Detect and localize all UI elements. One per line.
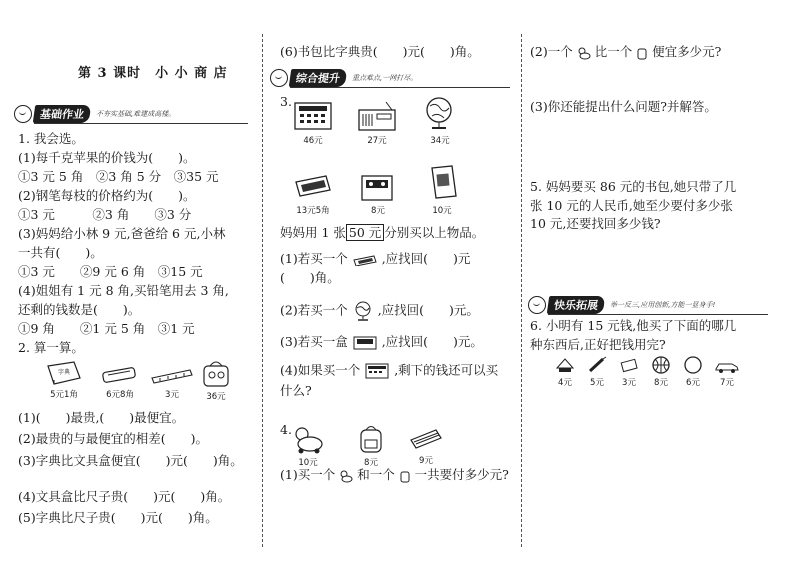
text-line: 10 元,还要找回多少钱?: [530, 216, 661, 231]
price-label: 3元: [622, 378, 636, 388]
question-text: (1)若买一个: [280, 251, 348, 266]
text-line: (1)( )最贵,( )最便宜。: [18, 410, 185, 425]
item-dictionary: [44, 360, 84, 400]
price-label: 8元: [371, 206, 385, 216]
question-line: [530, 44, 721, 60]
price-label: 8元: [654, 378, 668, 388]
banner-basic: [14, 104, 248, 124]
column-right: [524, 0, 794, 569]
text-line: (3)妈妈给小林 9 元,爸爸给 6 元,小林: [18, 226, 226, 241]
question-line: [280, 467, 509, 483]
item-tape-box: [358, 170, 398, 216]
book-icon: [424, 164, 460, 202]
banner-rule: [34, 123, 248, 124]
item-pencil-box: [100, 364, 140, 400]
mascot-icon: [14, 105, 32, 123]
sharpener-icon: [554, 356, 576, 374]
question-number: 3.: [280, 94, 292, 109]
mom-text-pre: 妈妈用 1 张: [280, 225, 346, 240]
backpack-icon: [636, 46, 648, 60]
banner-tag: 综合提升: [289, 69, 348, 87]
question-text: 一共要付多少元?: [414, 467, 509, 482]
question-text: (2)若买一个: [280, 302, 348, 318]
text-line: (2)最贵的与最便宜的相差( )。: [18, 431, 208, 446]
banknote-amount: 50 元: [346, 224, 384, 241]
item-backpack: [356, 422, 386, 468]
svg-text:字典: 字典: [58, 369, 71, 376]
text-line: 一共有( )。: [18, 245, 103, 260]
price-label: 36元: [206, 392, 226, 402]
question-text: 比一个: [594, 44, 633, 59]
question-line: [280, 300, 479, 322]
item-book: [424, 164, 460, 216]
pencil-icon: [586, 356, 608, 374]
question-text: ,应找回( )元。: [381, 334, 483, 349]
pencil-box-icon: [100, 364, 140, 386]
toy-duck-icon: [339, 469, 353, 483]
page-title: 第 3 课时 小 小 商 店: [78, 66, 228, 81]
banner-rule: [290, 87, 510, 88]
eraser-icon: [618, 356, 640, 374]
text-line: 5. 妈妈要买 86 元的书包,她只带了几: [530, 179, 737, 194]
price-label: 5元1角: [50, 390, 78, 400]
text-line: 2. 算一算。: [18, 340, 84, 355]
question-text: 和一个: [357, 467, 395, 482]
tape-box-icon: [358, 170, 398, 202]
item-pencil-case: [292, 172, 334, 216]
backpack-icon: [356, 422, 386, 454]
item-radio: [356, 100, 398, 146]
text-line: (6)书包比字典贵( )元( )角。: [280, 44, 480, 59]
price-label: 5元: [590, 378, 604, 388]
item-pencil-box: [408, 426, 444, 466]
schoolbag-icon: [198, 358, 234, 388]
text-line: 什么?: [280, 383, 312, 398]
item-toy-duck: [290, 424, 326, 468]
text-line: (3)字典比文具盒便宜( )元( )角。: [18, 453, 243, 468]
text-line: (1)每千克苹果的价钱为( )。: [18, 150, 196, 165]
text-line: ( )角。: [280, 270, 340, 285]
calculator-icon: [364, 362, 390, 380]
calculator-icon: [292, 100, 334, 132]
text-line: 张 10 元的人民币,她至少要付多少张: [530, 198, 733, 213]
price-label: 4元: [558, 378, 572, 388]
question-line: [280, 334, 483, 351]
basketball-icon: [650, 356, 672, 374]
text-line: ①9 角 ②1 元 5 角 ③1 元: [18, 321, 195, 336]
text-line: ①3 元 5 角 ②3 角 5 分 ③35 元: [18, 169, 219, 184]
question-text: (4)如果买一个: [280, 362, 361, 378]
ball-icon: [682, 356, 704, 374]
toy-duck-icon: [577, 46, 591, 60]
question-text: ,剩下的钱还可以买: [394, 362, 499, 378]
toy-duck-icon: [290, 424, 326, 454]
banner-motto: 不夯实基础,难建成高楼。: [96, 110, 176, 118]
backpack-icon: [399, 469, 411, 483]
column-middle: [262, 0, 524, 569]
question-number: 4.: [280, 422, 292, 437]
pencil-case-icon: [352, 254, 378, 266]
item-ball: [682, 356, 704, 388]
price-label: 8元: [364, 458, 378, 468]
tape-box-icon: [352, 335, 378, 351]
column-left: [0, 0, 262, 569]
item-sharpener: [554, 356, 576, 388]
price-label: 6元8角: [106, 390, 134, 400]
question-text: (1)买一个: [280, 467, 336, 482]
item-calculator: [292, 100, 334, 146]
mom-text-post: 分别买以上物品。: [384, 225, 485, 240]
dictionary-icon: [44, 360, 84, 386]
text-line: 6. 小明有 15 元钱,他买了下面的哪几: [530, 318, 737, 333]
mascot-icon: [528, 296, 546, 314]
globe-icon: [352, 300, 374, 322]
text-line: (4)文具盒比尺子贵( )元( )角。: [18, 489, 231, 504]
item-schoolbag: [198, 358, 234, 402]
question-line: [280, 251, 470, 266]
text-line: (3)你还能提出什么问题?并解答。: [530, 99, 717, 114]
question-text: (2)一个: [530, 44, 573, 59]
text-line: 还剩的钱数是( )。: [18, 302, 141, 317]
price-label: 10元: [298, 458, 318, 468]
text-line: 1. 我会选。: [18, 131, 84, 146]
question-text: 便宜多少元?: [652, 44, 722, 59]
price-label: 10元: [432, 206, 452, 216]
toy-car-icon: [714, 356, 740, 374]
price-label: 13元5角: [296, 206, 330, 216]
item-eraser: [618, 356, 640, 388]
text-line: (5)字典比尺子贵( )元( )角。: [18, 510, 218, 525]
question-text: ,应找回( )元。: [377, 302, 479, 318]
mascot-icon: [270, 69, 288, 87]
text-line: (2)钢笔每枝的价格约为( )。: [18, 188, 196, 203]
text-line: 种东西后,正好把钱用完?: [530, 337, 666, 352]
item-toy-car: [714, 356, 740, 388]
price-label: 7元: [720, 378, 734, 388]
item-basketball: [650, 356, 672, 388]
pencil-case-icon: [292, 172, 334, 202]
question-text: ,应找回( )元: [381, 251, 471, 266]
text-line: ①3 元 ②9 元 6 角 ③15 元: [18, 264, 203, 279]
text-line: ①3 元 ②3 角 ③3 分: [18, 207, 192, 222]
banner-motto: 举一反三,应用创新,方能一显身手!: [610, 301, 716, 309]
globe-icon: [422, 94, 458, 132]
price-label: 3元: [165, 390, 179, 400]
question-text: (3)若买一盒: [280, 334, 348, 349]
text-line: (4)姐姐有 1 元 8 角,买铅笔用去 3 角,: [18, 283, 229, 298]
radio-icon: [356, 100, 398, 132]
item-ruler: [150, 366, 194, 400]
question-line: [280, 362, 498, 380]
price-label: 46元: [303, 136, 323, 146]
price-label: 9元: [419, 456, 433, 466]
mom-line: [280, 225, 484, 240]
banner-tag: 基础作业: [33, 105, 92, 123]
banner-advanced: [270, 68, 510, 88]
ruler-icon: [150, 366, 194, 386]
pencil-box-icon: [408, 426, 444, 452]
banner-tag: 快乐拓展: [547, 296, 606, 314]
banner-rule: [548, 314, 768, 315]
banner-extension: [528, 295, 768, 315]
price-label: 34元: [430, 136, 450, 146]
price-label: 6元: [686, 378, 700, 388]
price-label: 27元: [367, 136, 387, 146]
item-globe: [422, 94, 458, 146]
banner-motto: 重点难点,一网打尽。: [352, 74, 418, 82]
item-pencil: [586, 356, 608, 388]
